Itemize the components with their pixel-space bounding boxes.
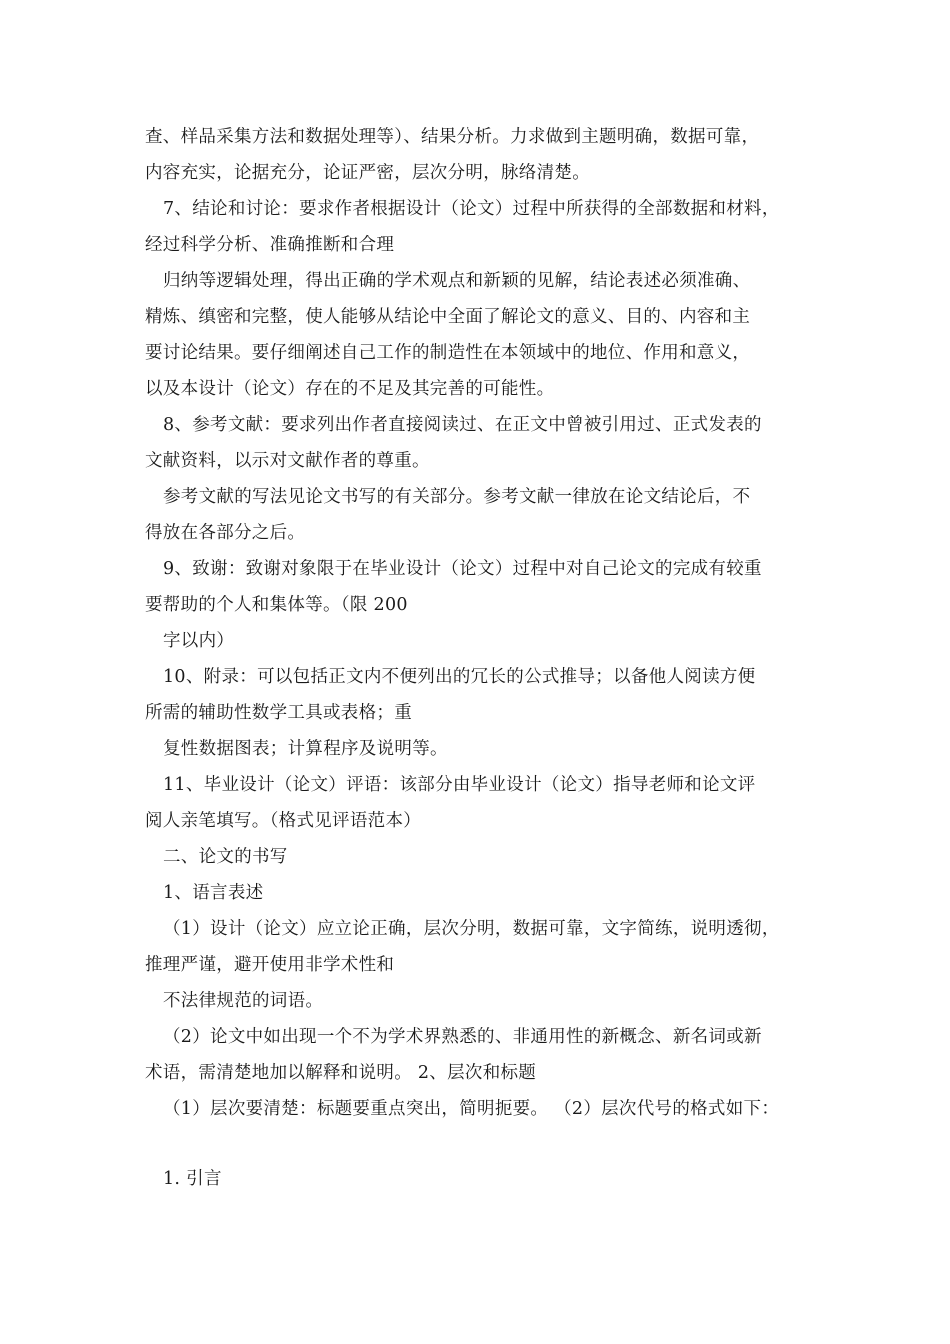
text-line: 推理严谨，避开使用非学术性和 <box>145 955 395 975</box>
text-line: （1）层次要清楚：标题要重点突出，简明扼要。 （2）层次代号的格式如下： <box>163 1099 780 1119</box>
text-line: 文献资料，以示对文献作者的尊重。 <box>145 451 430 471</box>
text-line: 阅人亲笔填写。（格式见评语范本） <box>145 811 422 831</box>
text-line: 要讨论结果。要仔细阐述自己工作的制造性在本领域中的地位、作用和意义， <box>145 343 751 363</box>
text-line: 以及本设计（论文）存在的不足及其完善的可能性。 <box>145 379 555 399</box>
text-line: 8、参考文献：要求列出作者直接阅读过、在正文中曾被引用过、正式发表的 <box>163 415 762 435</box>
section-heading: 二、论文的书写 <box>163 847 288 867</box>
text-line: 查、样品采集方法和数据处理等）、结果分析。力求做到主题明确，数据可靠， <box>145 127 760 147</box>
text-line: 不法律规范的词语。 <box>163 991 324 1011</box>
text-line: （1）设计（论文）应立论正确，层次分明，数据可靠，文字简练，说明透彻， <box>163 919 780 939</box>
text-line: 10、附录：可以包括正文内不便列出的冗长的公式推导；以备他人阅读方便 <box>163 667 756 687</box>
text-line: 术语，需清楚地加以解释和说明。 2、层次和标题 <box>145 1063 537 1083</box>
text-line: 经过科学分析、准确推断和合理 <box>145 235 395 255</box>
subsection-heading: 1、语言表述 <box>163 883 264 903</box>
text-line: 要帮助的个人和集体等。（限 200 <box>145 595 408 615</box>
text-line: 参考文献的写法见论文书写的有关部分。参考文献一律放在论文结论后，不 <box>163 487 751 507</box>
text-line: 得放在各部分之后。 <box>145 523 306 543</box>
text-line: 复性数据图表；计算程序及说明等。 <box>163 739 448 759</box>
text-line: 9、致谢：致谢对象限于在毕业设计（论文）过程中对自己论文的完成有较重 <box>163 559 762 579</box>
text-line: （2）论文中如出现一个不为学术界熟悉的、非通用性的新概念、新名词或新 <box>163 1027 762 1047</box>
text-line: 11、毕业设计（论文）评语：该部分由毕业设计（论文）指导老师和论文评 <box>163 775 756 795</box>
text-line: 7、结论和讨论：要求作者根据设计（论文）过程中所获得的全部数据和材料， <box>163 199 780 219</box>
text-line: 精炼、缜密和完整，使人能够从结论中全面了解论文的意义、目的、内容和主 <box>145 307 751 327</box>
text-line: 内容充实，论据充分，论证严密，层次分明，脉络清楚。 <box>145 163 590 183</box>
numbered-heading: 1. 引言 <box>163 1169 222 1189</box>
text-line: 字以内） <box>163 631 235 651</box>
text-line: 所需的辅助性数学工具或表格；重 <box>145 703 412 723</box>
text-line: 归纳等逻辑处理，得出正确的学术观点和新颖的见解，结论表述必须准确、 <box>163 271 751 291</box>
